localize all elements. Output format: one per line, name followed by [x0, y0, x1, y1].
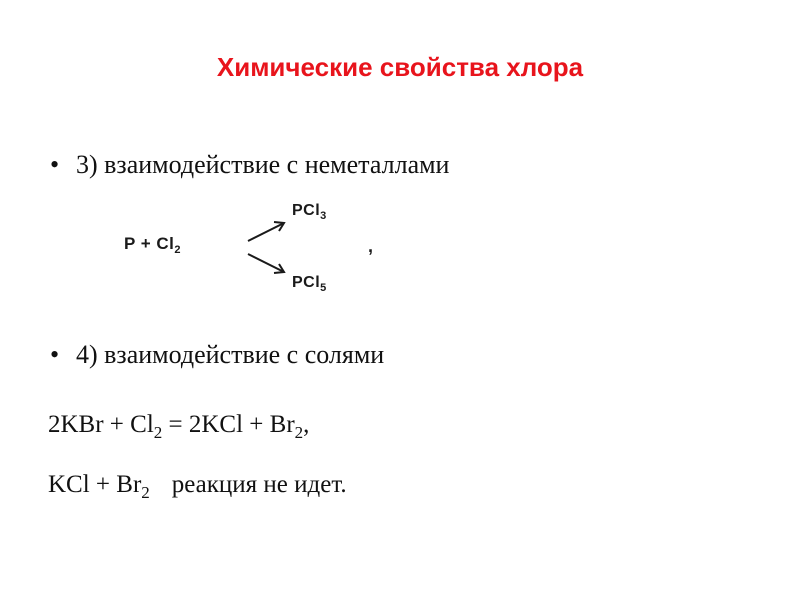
bullet-text-salts: 4) взаимодействие с солями [76, 340, 385, 369]
scheme-reactants [124, 234, 181, 254]
scheme-product-top-text: PCl [292, 202, 321, 219]
scheme-product-top-sub: 3 [320, 210, 327, 222]
scheme-product-bottom-sub: 5 [320, 282, 327, 294]
scheme-product-bottom-text: PCl [292, 274, 321, 291]
scheme-product-pcl5 [292, 274, 327, 292]
equation-kbr-cl2 [48, 410, 309, 440]
eq2-sub1: 2 [141, 483, 150, 502]
eq2-part1: KCl + Br [48, 471, 142, 498]
bullet-item-nonmetals [50, 150, 449, 180]
scheme-reactants-sub: 2 [174, 244, 182, 256]
eq2-note: реакция не идет. [171, 471, 347, 498]
bullet-dot: • [50, 150, 60, 179]
bullet-dot: • [50, 340, 60, 369]
scheme-comma: , [368, 236, 374, 256]
reaction-scheme-p-cl2 [118, 198, 398, 298]
eq1-part2: = 2KCl + Br [162, 411, 295, 438]
bullet-item-salts [50, 340, 384, 370]
eq1-part1: 2KBr + Cl [48, 411, 154, 438]
bullet-text-nonmetals: 3) взаимодействие с неметаллами [76, 150, 450, 179]
scheme-product-pcl3 [292, 202, 327, 220]
eq1-sub1: 2 [153, 423, 163, 442]
scheme-reactants-text: P + Cl [124, 234, 175, 253]
equation-kcl-br2 [48, 470, 347, 500]
branch-arrows-icon [244, 216, 294, 280]
slide-title: Химические свойства хлора [216, 52, 584, 82]
eq1-sub2: 2 [294, 423, 304, 442]
eq1-part3: , [303, 411, 310, 438]
